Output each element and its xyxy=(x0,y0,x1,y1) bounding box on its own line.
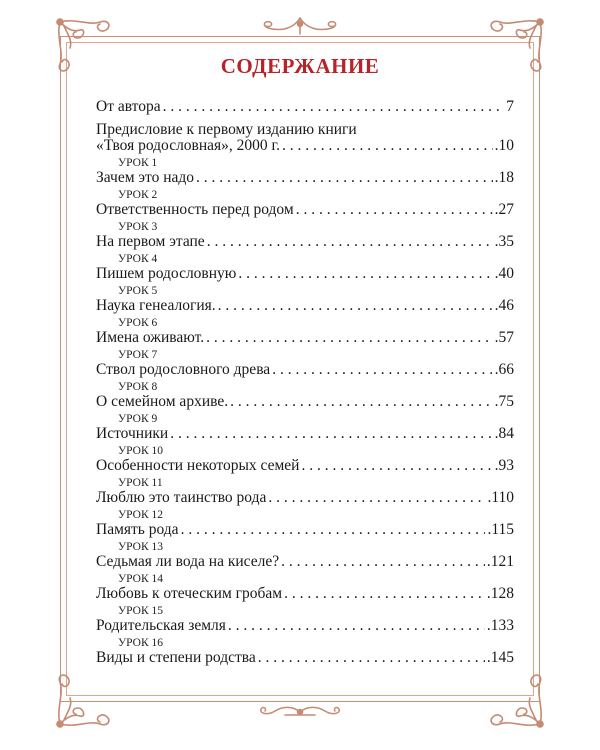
lesson-number: УРОК 15 xyxy=(118,605,164,617)
toc-entry-lesson xyxy=(96,604,514,634)
toc-entry-title: Ответственность перед родом xyxy=(96,201,294,218)
lesson-number: УРОК 7 xyxy=(118,349,158,361)
toc-entry-page: .66 xyxy=(494,361,514,378)
lesson-number: УРОК 13 xyxy=(118,541,164,553)
toc-entry-page: 7 xyxy=(506,98,514,115)
toc-entry-title: Особенности некоторых семей xyxy=(96,457,300,474)
toc-entry-page: .115 xyxy=(487,521,514,538)
toc-entry-title: Предисловие к первому изданию книги xyxy=(96,121,357,138)
toc-entry-lesson xyxy=(96,572,514,602)
toc-entry-page: .27 xyxy=(494,201,514,218)
toc-lesson-list xyxy=(96,156,514,666)
dot-leader xyxy=(181,522,486,538)
table-of-contents xyxy=(96,99,514,666)
dot-leader xyxy=(301,458,492,474)
toc-entry-title: О семейном архиве. xyxy=(96,393,229,410)
dot-leader xyxy=(196,170,493,186)
toc-entry-title: На первом этапе xyxy=(96,233,205,250)
lesson-number: УРОК 5 xyxy=(118,285,158,297)
top-center-ornament-icon xyxy=(260,14,340,38)
toc-entry-lesson xyxy=(96,220,514,250)
bottom-center-ornament-icon xyxy=(255,703,345,721)
dot-leader xyxy=(207,234,493,250)
lesson-number: УРОК 11 xyxy=(118,477,163,489)
toc-entry-page: .110 xyxy=(487,489,514,506)
toc-entry-page: .18 xyxy=(494,169,514,186)
dot-leader xyxy=(258,650,485,666)
toc-entry-title: От автора xyxy=(96,98,161,115)
toc-entry-lesson xyxy=(96,508,514,538)
lesson-number: УРОК 8 xyxy=(118,381,158,393)
toc-entry-page: .75 xyxy=(494,393,514,410)
toc-entry-lesson xyxy=(96,188,514,218)
dot-leader xyxy=(230,394,493,410)
dot-leader xyxy=(282,138,493,154)
dot-leader xyxy=(218,298,493,314)
dot-leader xyxy=(238,266,492,282)
toc-entry-title: Седьмая ли вода на киселе? xyxy=(96,553,280,570)
toc-entry-page: .57 xyxy=(494,329,514,346)
lesson-number: УРОК 6 xyxy=(118,317,158,329)
lesson-number: УРОК 2 xyxy=(118,189,158,201)
toc-entry-page: .145 xyxy=(486,649,514,666)
toc-entry-page: .35 xyxy=(494,233,514,250)
toc-entry-page: .46 xyxy=(494,297,514,314)
toc-entry-title-continued: «Твоя родословная», 2000 г. xyxy=(96,137,281,154)
toc-entry-lesson xyxy=(96,636,514,666)
toc-entry-title: Пишем родословную xyxy=(96,265,237,282)
lesson-number: УРОК 16 xyxy=(118,637,164,649)
page-title: СОДЕРЖАНИЕ xyxy=(220,54,380,78)
toc-entry-page: .128 xyxy=(486,585,514,602)
toc-entry-title: Зачем это надо xyxy=(96,169,195,186)
toc-entry-page: .84 xyxy=(494,425,514,442)
toc-entry-title: Имена оживают. xyxy=(96,329,205,346)
lesson-number: УРОК 1 xyxy=(118,157,158,169)
toc-entry-title: Родительская земля xyxy=(96,617,226,634)
corner-ornament-bottom-left-icon xyxy=(50,672,120,734)
dot-leader xyxy=(206,330,492,346)
dot-leader xyxy=(170,426,492,442)
toc-entry-title: Любовь к отеческим гробам xyxy=(96,585,283,602)
toc-entry-lesson xyxy=(96,316,514,346)
toc-entry-lesson xyxy=(96,348,514,378)
lesson-number: УРОК 12 xyxy=(118,509,164,521)
toc-entry-page: .121 xyxy=(486,553,514,570)
toc-entry-lesson xyxy=(96,252,514,282)
toc-entry-title: Наука генеалогия. xyxy=(96,297,216,314)
dot-leader xyxy=(163,99,505,115)
toc-entry-lesson xyxy=(96,540,514,570)
toc-entry-title: Ствол родословного древа xyxy=(96,361,271,378)
corner-ornament-bottom-right-icon xyxy=(480,672,550,734)
toc-entry-lesson xyxy=(96,156,514,186)
toc-entry-lesson xyxy=(96,412,514,442)
dot-leader xyxy=(281,554,485,570)
dot-leader xyxy=(272,362,492,378)
toc-entry-title: Источники xyxy=(96,425,169,442)
toc-entry-preface xyxy=(96,122,514,154)
dot-leader xyxy=(228,618,485,634)
lesson-number: УРОК 4 xyxy=(118,253,158,265)
toc-entry-page: .40 xyxy=(494,265,514,282)
toc-entry-page: .10 xyxy=(494,137,514,154)
lesson-number: УРОК 10 xyxy=(118,445,164,457)
toc-entry-lesson xyxy=(96,476,514,506)
toc-entry-lesson xyxy=(96,380,514,410)
toc-entry-page: .133 xyxy=(486,617,514,634)
dot-leader xyxy=(268,490,485,506)
toc-entry-lesson xyxy=(96,444,514,474)
lesson-number: УРОК 9 xyxy=(118,413,158,425)
lesson-number: УРОК 3 xyxy=(118,221,158,233)
dot-leader xyxy=(284,586,485,602)
toc-entry-title: Память рода xyxy=(96,521,179,538)
toc-entry-lesson xyxy=(96,284,514,314)
toc-entry-page: .93 xyxy=(494,457,514,474)
toc-entry-author xyxy=(96,99,514,115)
dot-leader xyxy=(296,202,493,218)
toc-entry-title: Виды и степени родства xyxy=(96,649,256,666)
toc-entry-title: Люблю это таинство рода xyxy=(96,489,267,506)
lesson-number: УРОК 14 xyxy=(118,573,164,585)
